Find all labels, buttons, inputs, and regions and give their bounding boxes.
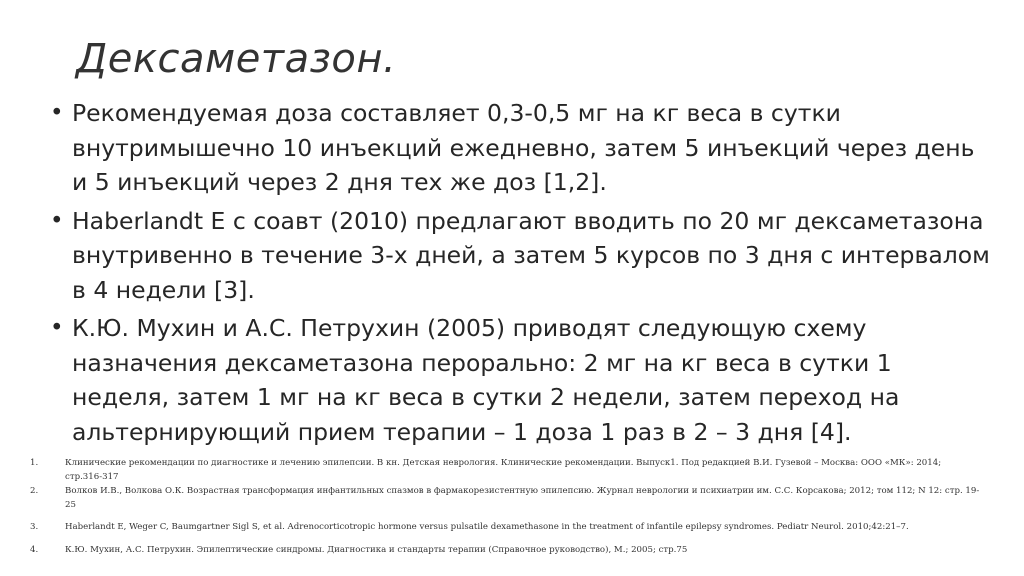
reference-item [30, 456, 980, 484]
bullet-marker-icon: • [50, 100, 64, 126]
bullet-item [50, 204, 990, 308]
slide-title: Дексаметазон. [76, 36, 397, 82]
reference-item [30, 543, 980, 557]
bullet-text: Рекомендуемая доза составляет 0,3-0,5 мг на кг веса в сутки внутримышечно 10 инъекций ежедневно, затем 5 инъекций через день и 5 инъекций через 2 дня тех же доз [1,2]. [72, 99, 975, 196]
reference-number: 4. [30, 545, 39, 555]
reference-list [30, 456, 980, 557]
reference-number: 1. [30, 458, 39, 468]
bullet-marker-icon: • [50, 207, 64, 234]
bullet-item [50, 96, 990, 200]
reference-text: Haberlandt E, Weger C, Baumgartner Sigl S, et al. Adrenocorticotropic hormone versus pulsatile dexamethasone in the treatment of infantile epilepsy syndromes. Pediatr Neurol. 2010;42:21–7. [65, 522, 909, 532]
reference-number: 2. [30, 486, 39, 496]
reference-text: Волков И.В., Волкова О.К. Возрастная трансформация инфантильных спазмов в фармакорезистентную эпилепсию. Журнал неврологии и психиатрии им. С.С. Корсакова; 2012; том 112; N 12: стр. 19-25 [65, 486, 980, 510]
reference-text: Клинические рекомендации по диагностике и лечению эпилепсии. В кн. Детская неврология. Клинические рекомендации. Выпуск1. Под редакцией В.И. Гузевой – Москва: ООО «МК»: 2014; стр.316-317 [65, 458, 942, 482]
reference-text: К.Ю. Мухин, А.С. Петрухин. Эпилептические синдромы. Диагностика и стандарты терапии (Справочное руководство), М.; 2005; стр.75 [65, 545, 688, 555]
bullet-marker-icon: • [50, 315, 64, 341]
bullet-list [50, 96, 990, 453]
reference-number: 3. [30, 522, 39, 532]
bullet-text: Haberlandt E с соавт (2010) предлагают вводить по 20 мг дексаметазона внутривенно в течение 3-х дней, а затем 5 курсов по 3 дня с интервалом в 4 недели [3]. [72, 206, 990, 304]
bullet-item [50, 311, 990, 449]
reference-item [30, 484, 980, 512]
bullet-text: К.Ю. Мухин и А.С. Петрухин (2005) приводят следующую схему назначения дексаметазона перорально: 2 мг на кг веса в сутки 1 неделя, затем 1 мг на кг веса в сутки 2 недели, затем переход на альтернирующий прием терапии – 1 доза 1 раз в 2 – 3 дня [4]. [72, 314, 900, 446]
reference-item [30, 520, 980, 534]
